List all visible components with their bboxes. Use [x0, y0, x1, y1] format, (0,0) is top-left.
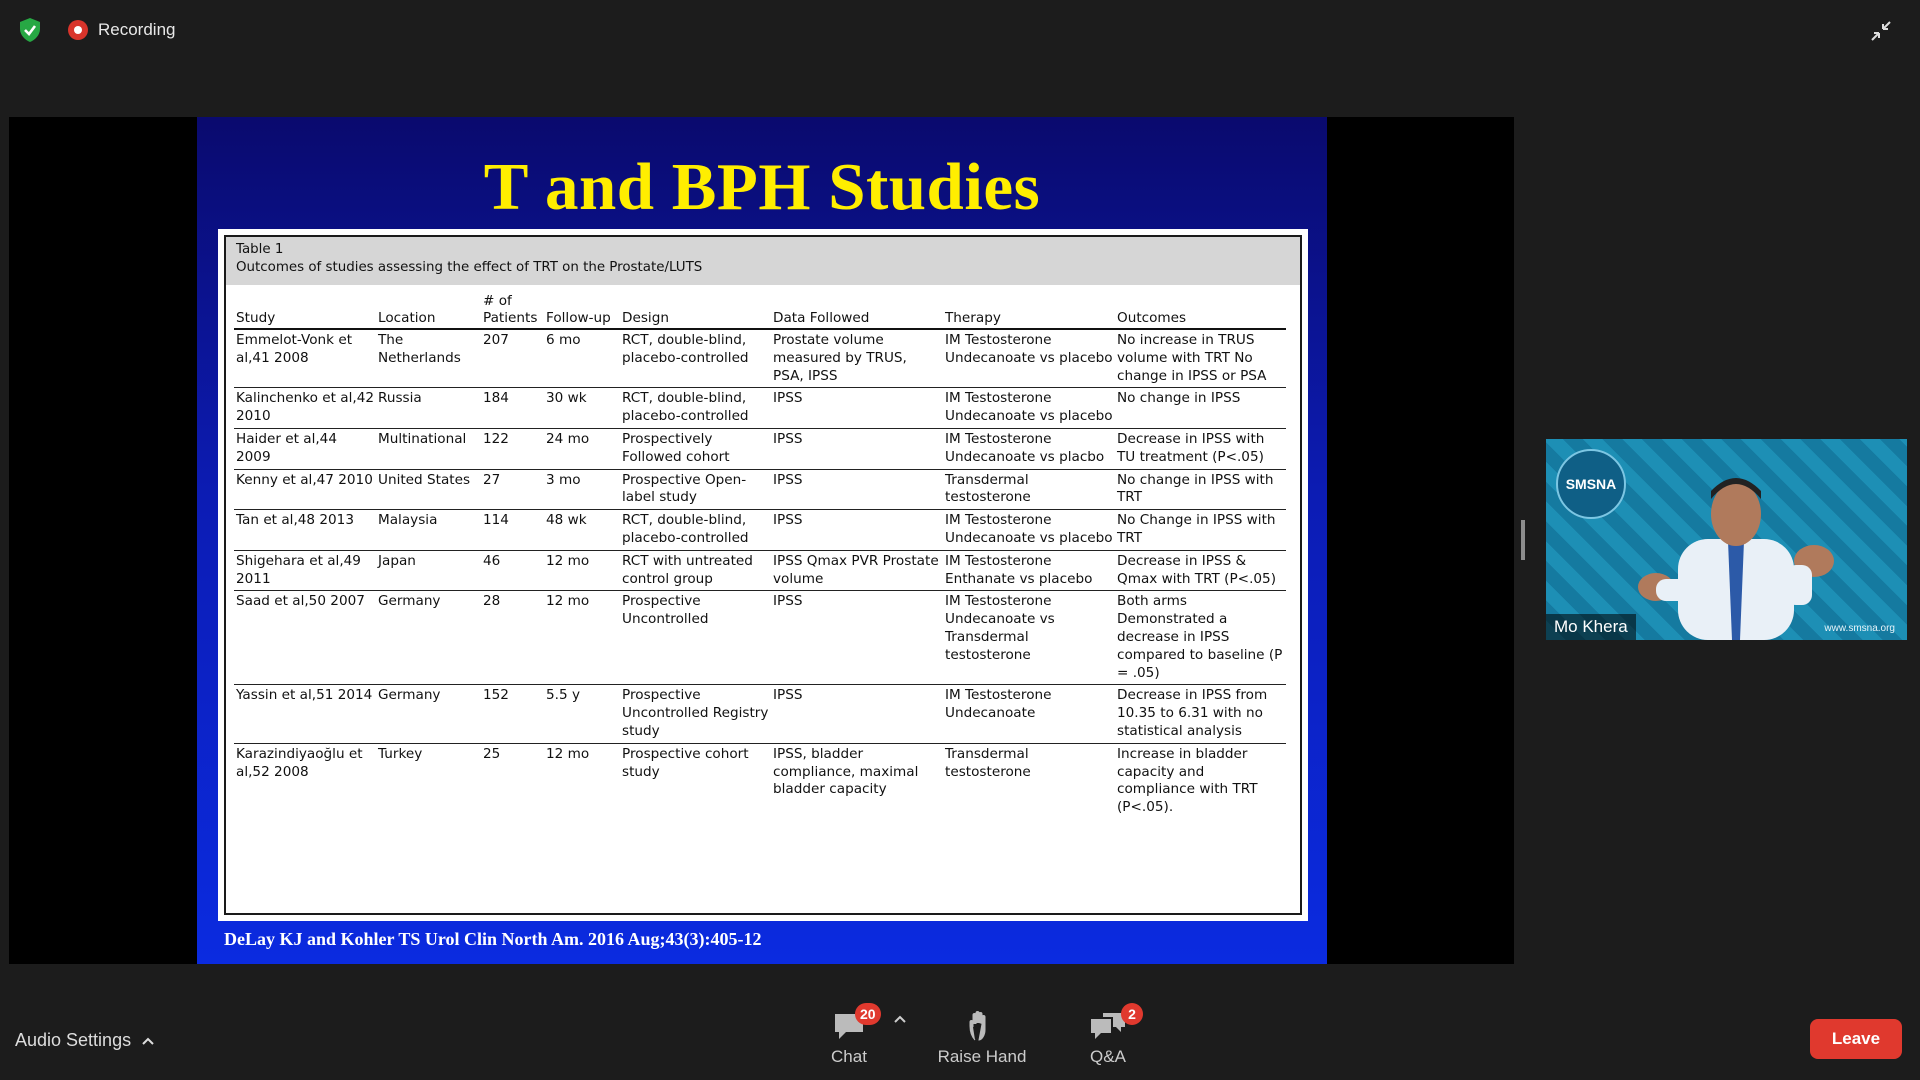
column-header: Follow-up — [544, 285, 620, 329]
table-cell: Prospective Open-label study — [620, 469, 771, 510]
table-cell: Germany — [376, 591, 481, 685]
table-cell: Shigehara et al,49 2011 — [234, 550, 376, 591]
table-row — [234, 469, 1286, 510]
table-cell: 3 mo — [544, 469, 620, 510]
column-header: # of Patients — [481, 285, 544, 329]
study-table — [224, 235, 1302, 915]
table-cell: IM Testosterone Undecanoate vs placebo — [943, 388, 1115, 429]
table-row — [234, 685, 1286, 743]
table-cell: No change in IPSS with TRT — [1115, 469, 1286, 510]
table-cell: IPSS — [771, 469, 943, 510]
table-cell: 6 mo — [544, 329, 620, 388]
table-cell: IM Testosterone Undecanoate — [943, 685, 1115, 743]
table-cell: 114 — [481, 510, 544, 551]
column-header: Study — [234, 285, 376, 329]
table-cell: 24 mo — [544, 428, 620, 469]
table-cell: IM Testosterone Undecanoate vs placbo — [943, 428, 1115, 469]
table-cell: Prospectively Followed cohort — [620, 428, 771, 469]
slide-title: T and BPH Studies — [483, 150, 1041, 224]
table-row — [234, 510, 1286, 551]
table-cell: IPSS Qmax PVR Prostate volume — [771, 550, 943, 591]
table-cell: Kalinchenko et al,42 2010 — [234, 388, 376, 429]
table-cell: Turkey — [378, 745, 423, 762]
table-cell: No increase in TRUS volume with TRT No change in IPSS or PSA — [1115, 329, 1286, 388]
leave-button[interactable]: Leave — [1810, 1019, 1902, 1059]
table-cell: 28 — [481, 591, 544, 685]
table-cell: IPSS — [771, 428, 943, 469]
table-cell: The Netherlands — [376, 329, 481, 388]
chevron-up-icon — [141, 1036, 155, 1046]
video-watermark-url: www.smsna.org — [1824, 623, 1895, 634]
table-cell: Prospective Uncontrolled Registry study — [620, 685, 771, 743]
table-caption — [226, 237, 1300, 285]
table-cell: Emmelot-Vonk et al,41 2008 — [234, 329, 376, 388]
table-cell: Decrease in IPSS from 10.35 to 6.31 with no statistical analysis — [1115, 685, 1286, 743]
table-cell: Multinational — [376, 428, 481, 469]
column-header: Location — [376, 285, 481, 329]
table-cell: Japan — [376, 550, 481, 591]
table-cell: 25 — [483, 745, 501, 762]
recording-indicator[interactable] — [58, 14, 186, 46]
recording-label: Recording — [98, 20, 176, 39]
table-cell: Kenny et al,47 2010 — [234, 469, 376, 510]
participant-video[interactable] — [1546, 439, 1907, 640]
chat-badge: 20 — [855, 1003, 881, 1025]
table-cell: 12 mo — [544, 550, 620, 591]
table-cell: RCT with untreated control group — [620, 550, 771, 591]
participant-silhouette — [1616, 469, 1856, 640]
table-label: Table 1 — [236, 242, 284, 257]
table-cell: IPSS — [771, 510, 943, 551]
table-cell: Saad et al,50 2007 — [234, 591, 376, 685]
raise-hand-label: Raise Hand — [937, 1047, 1027, 1066]
table-row — [234, 388, 1286, 429]
table-cell: No Change in IPSS with TRT — [1115, 510, 1286, 551]
column-header: Design — [620, 285, 771, 329]
qa-badge: 2 — [1121, 1003, 1143, 1025]
table-cell: Decrease in IPSS with TU treatment (P<.05) — [1115, 428, 1286, 469]
slide-citation: DeLay KJ and Kohler TS Urol Clin North Am. 2016 Aug;43(3):405-12 — [224, 929, 762, 949]
chat-label: Chat — [831, 1047, 867, 1066]
table-cell: IM Testosterone Undecanoate vs Transdermal testosterone — [943, 591, 1115, 685]
table-cell: IPSS, bladder compliance, maximal bladder capacity — [773, 745, 919, 798]
audio-settings-label: Audio Settings — [15, 1030, 132, 1050]
table-cell: Yassin et al,51 2014 — [234, 685, 376, 743]
table-cell: 122 — [481, 428, 544, 469]
table-cell: 12 mo — [546, 745, 590, 762]
smsna-logo: SMSNA — [1556, 449, 1626, 519]
table-cell: RCT, double-blind, placebo-controlled — [620, 329, 771, 388]
table-row — [234, 743, 1286, 819]
column-header: Outcomes — [1115, 285, 1286, 329]
table-cell: Decrease in IPSS & Qmax with TRT (P<.05) — [1115, 550, 1286, 591]
audio-settings-button[interactable] — [15, 1030, 155, 1051]
table-cell: United States — [376, 469, 481, 510]
recording-icon — [68, 20, 88, 40]
outcomes-table — [234, 285, 1286, 819]
table-cell: IM Testosterone Enthanate vs placebo — [943, 550, 1115, 591]
table-cell: Haider et al,44 2009 — [234, 428, 376, 469]
shared-screen — [9, 117, 1514, 964]
table-row — [234, 550, 1286, 591]
table-cell: 30 wk — [544, 388, 620, 429]
chevron-up-icon[interactable] — [894, 1015, 906, 1023]
table-caption-text: Outcomes of studies assessing the effect of TRT on the Prostate/LUTS — [236, 260, 703, 275]
table-cell: No change in IPSS — [1115, 388, 1286, 429]
qa-button[interactable] — [1053, 1005, 1163, 1067]
table-cell: Russia — [376, 388, 481, 429]
table-cell: Both arms Demonstrated a decrease in IPSS compared to baseline (P = .05) — [1115, 591, 1286, 685]
table-row — [234, 591, 1286, 685]
security-shield-icon[interactable] — [16, 16, 44, 44]
table-header-row — [234, 285, 1286, 329]
table-row — [234, 428, 1286, 469]
panel-resize-handle[interactable] — [1521, 520, 1525, 560]
table-cell: 207 — [481, 329, 544, 388]
table-cell: 5.5 y — [544, 685, 620, 743]
chat-button[interactable] — [794, 1005, 904, 1067]
table-cell: IPSS — [771, 685, 943, 743]
table-cell: IPSS — [771, 591, 943, 685]
presentation-slide — [197, 117, 1327, 964]
table-cell: IPSS — [771, 388, 943, 429]
table-cell: Transdermal testosterone — [945, 745, 1031, 780]
table-cell: Malaysia — [376, 510, 481, 551]
participant-name: Mo Khera — [1546, 614, 1636, 640]
table-cell: Prospective cohort study — [622, 745, 749, 780]
raise-hand-button[interactable] — [927, 1005, 1037, 1067]
table-frame — [218, 229, 1308, 921]
column-header: Therapy — [943, 285, 1115, 329]
exit-fullscreen-icon[interactable] — [1864, 14, 1898, 48]
table-cell: Prospective Uncontrolled — [620, 591, 771, 685]
column-header: Data Followed — [771, 285, 943, 329]
table-cell: Tan et al,48 2013 — [234, 510, 376, 551]
table-cell: 152 — [481, 685, 544, 743]
table-cell: RCT, double-blind, placebo-controlled — [620, 388, 771, 429]
table-cell: Transdermal testosterone — [943, 469, 1115, 510]
raise-hand-icon — [967, 1010, 997, 1042]
table-cell: Increase in bladder capacity and compliance with TRT (P<.05). — [1117, 745, 1258, 816]
table-cell: RCT, double-blind, placebo-controlled — [620, 510, 771, 551]
table-cell: IM Testosterone Undecanoate vs placebo — [943, 329, 1115, 388]
qa-label: Q&A — [1090, 1047, 1126, 1066]
table-cell: 46 — [481, 550, 544, 591]
table-cell: 27 — [481, 469, 544, 510]
table-cell: IM Testosterone Undecanoate vs placebo — [943, 510, 1115, 551]
table-cell: Karazindiyaoğlu et al,52 2008 — [236, 745, 363, 780]
table-row — [234, 329, 1286, 388]
table-cell: 12 mo — [544, 591, 620, 685]
table-cell: 48 wk — [544, 510, 620, 551]
table-cell: Prostate volume measured by TRUS, PSA, IPSS — [771, 329, 943, 388]
table-cell: Germany — [376, 685, 481, 743]
table-cell: 184 — [481, 388, 544, 429]
